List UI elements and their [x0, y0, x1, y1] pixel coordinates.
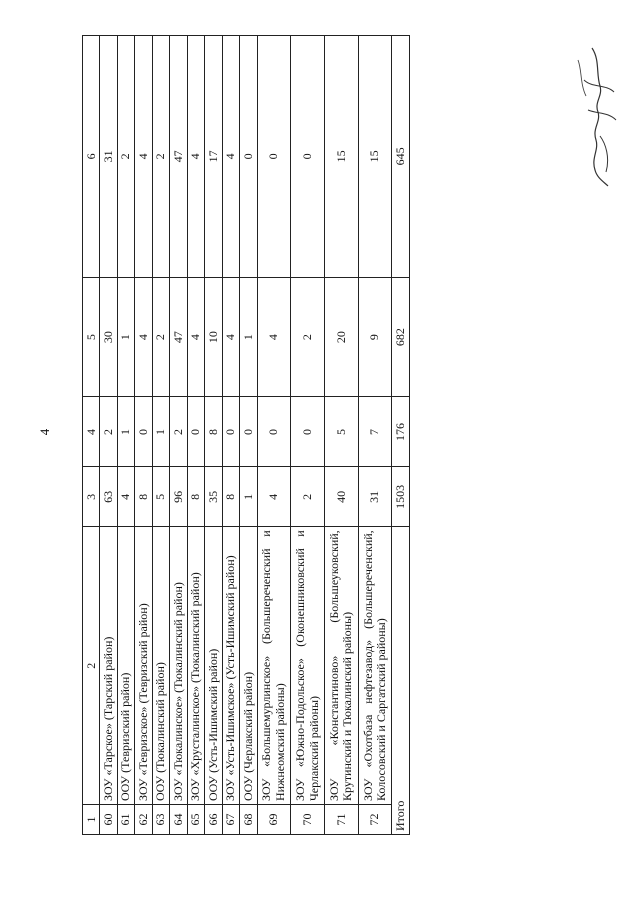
- value-cell: 4: [257, 277, 291, 397]
- area-name-cell: ЗОУ «Тюкалинское» (Тюкалинский район): [170, 527, 187, 805]
- handwritten-signature: [570, 40, 630, 190]
- value-cell: 4: [222, 277, 239, 397]
- value-cell: 15: [358, 36, 392, 278]
- value-cell: 0: [187, 397, 204, 467]
- value-cell: 0: [291, 397, 325, 467]
- total-label-cell: Итого: [392, 527, 410, 835]
- value-cell: 8: [205, 397, 222, 467]
- total-value-cell: 176: [392, 397, 410, 467]
- area-name-cell: ООУ (Черлакский район): [240, 527, 257, 805]
- value-cell: 30: [100, 277, 117, 397]
- table-row: [100, 36, 117, 835]
- table-row: [257, 36, 291, 835]
- header-cell: 1: [83, 805, 100, 835]
- table-row: [291, 36, 325, 835]
- table-row: [324, 36, 358, 835]
- total-value-cell: 682: [392, 277, 410, 397]
- table-row: [222, 36, 239, 835]
- value-cell: 1: [240, 277, 257, 397]
- area-name-cell: ООУ (Тевризский район): [117, 527, 134, 805]
- area-name-cell: ЗОУ «Охотбаза нефтезавод» (Большереченский, Колосовский и Саргатский районы): [358, 527, 392, 805]
- value-cell: 0: [257, 36, 291, 278]
- rotated-table-container: [82, 35, 410, 835]
- value-cell: 2: [100, 397, 117, 467]
- value-cell: 8: [135, 467, 152, 527]
- table-header-row: [83, 36, 100, 835]
- value-cell: 0: [257, 397, 291, 467]
- value-cell: 8: [222, 467, 239, 527]
- value-cell: 9: [358, 277, 392, 397]
- value-cell: 4: [135, 36, 152, 278]
- header-cell: 2: [83, 527, 100, 805]
- value-cell: 96: [170, 467, 187, 527]
- value-cell: 1: [240, 467, 257, 527]
- value-cell: 8: [187, 467, 204, 527]
- table-row: [205, 36, 222, 835]
- table-row: [358, 36, 392, 835]
- row-number-cell: 70: [291, 805, 325, 835]
- value-cell: 63: [100, 467, 117, 527]
- value-cell: 4: [117, 467, 134, 527]
- table-body: [83, 36, 410, 835]
- value-cell: 1: [152, 397, 169, 467]
- value-cell: 0: [135, 397, 152, 467]
- value-cell: 35: [205, 467, 222, 527]
- row-number-cell: 65: [187, 805, 204, 835]
- row-number-cell: 72: [358, 805, 392, 835]
- value-cell: 31: [358, 467, 392, 527]
- value-cell: 1: [117, 397, 134, 467]
- value-cell: 15: [324, 36, 358, 278]
- row-number-cell: 68: [240, 805, 257, 835]
- row-number-cell: 64: [170, 805, 187, 835]
- table-row: [240, 36, 257, 835]
- area-name-cell: ЗОУ «Тарское» (Тарский район): [100, 527, 117, 805]
- area-name-cell: ЗОУ «Хрусталинское» (Тюкалинский район): [187, 527, 204, 805]
- value-cell: 4: [187, 36, 204, 278]
- value-cell: 17: [205, 36, 222, 278]
- value-cell: 47: [170, 277, 187, 397]
- header-cell: 6: [83, 36, 100, 278]
- row-number-cell: 61: [117, 805, 134, 835]
- value-cell: 4: [257, 467, 291, 527]
- value-cell: 40: [324, 467, 358, 527]
- header-cell: 4: [83, 397, 100, 467]
- area-name-cell: ООУ (Усть-Ишимский район): [205, 527, 222, 805]
- row-number-cell: 62: [135, 805, 152, 835]
- row-number-cell: 71: [324, 805, 358, 835]
- value-cell: 1: [117, 277, 134, 397]
- table-row: [152, 36, 169, 835]
- value-cell: 4: [222, 36, 239, 278]
- value-cell: 2: [117, 36, 134, 278]
- value-cell: 0: [240, 36, 257, 278]
- table-row: [117, 36, 134, 835]
- area-name-cell: ООУ (Тюкалинский район): [152, 527, 169, 805]
- row-number-cell: 67: [222, 805, 239, 835]
- value-cell: 2: [291, 467, 325, 527]
- header-cell: 3: [83, 467, 100, 527]
- table-row: [135, 36, 152, 835]
- value-cell: 2: [152, 277, 169, 397]
- row-number-cell: 69: [257, 805, 291, 835]
- value-cell: 2: [170, 397, 187, 467]
- area-name-cell: ЗОУ «Константиново» (Большеуковский, Крутинский и Тюкалинский районы): [324, 527, 358, 805]
- header-cell: 5: [83, 277, 100, 397]
- value-cell: 7: [358, 397, 392, 467]
- value-cell: 47: [170, 36, 187, 278]
- value-cell: 4: [187, 277, 204, 397]
- row-number-cell: 63: [152, 805, 169, 835]
- value-cell: 2: [291, 277, 325, 397]
- area-name-cell: ЗОУ «Тевризское» (Тевризский район): [135, 527, 152, 805]
- total-row: [392, 36, 410, 835]
- value-cell: 4: [135, 277, 152, 397]
- value-cell: 5: [152, 467, 169, 527]
- table-row: [187, 36, 204, 835]
- total-value-cell: 1503: [392, 467, 410, 527]
- area-name-cell: ЗОУ «Южно-Подольское» (Оконешниковский и Черлакский районы): [291, 527, 325, 805]
- row-number-cell: 60: [100, 805, 117, 835]
- value-cell: 2: [152, 36, 169, 278]
- area-name-cell: ЗОУ «Усть-Ишимское» (Усть-Ишимский район): [222, 527, 239, 805]
- value-cell: 0: [240, 397, 257, 467]
- total-value-cell: 645: [392, 36, 410, 278]
- value-cell: 20: [324, 277, 358, 397]
- row-number-cell: 66: [205, 805, 222, 835]
- table-row: [170, 36, 187, 835]
- value-cell: 0: [291, 36, 325, 278]
- page-number: 4: [37, 428, 52, 436]
- area-name-cell: ЗОУ «Большемурлинское» (Большереченский и Нижнеомский районы): [257, 527, 291, 805]
- value-cell: 0: [222, 397, 239, 467]
- quota-table: [82, 35, 410, 835]
- value-cell: 31: [100, 36, 117, 278]
- value-cell: 5: [324, 397, 358, 467]
- value-cell: 10: [205, 277, 222, 397]
